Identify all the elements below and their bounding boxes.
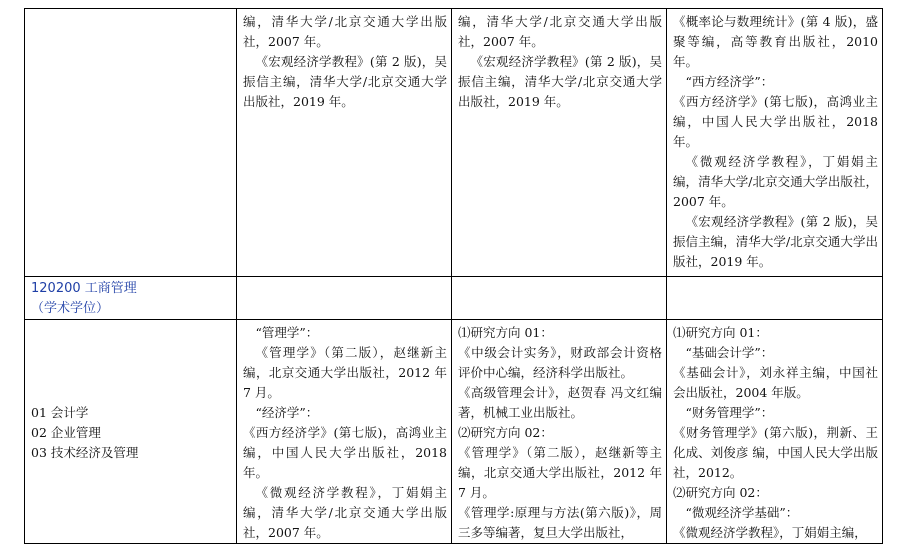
book-entry: 《西方经济学》(第七版)，高鸿业主编，中国人民大学出版社，2018 年。 — [673, 94, 878, 149]
book-entry: 《微观经济学教程》，丁娟娟主编，清华大学/北京交通大学出版社，2007 年。 — [673, 154, 878, 209]
extra-book-cell — [667, 9, 883, 277]
subject-heading: “基础会计学”： — [685, 345, 774, 360]
major-cell — [25, 9, 237, 277]
book-entry: 《微观经济学教程》，丁娟娟主编，清华大学/北京交通大学出版社，2007 年。 — [243, 485, 447, 540]
exam-book-cell — [237, 320, 452, 544]
direction-heading: ⑵研究方向 02： — [458, 425, 553, 440]
table-row — [25, 9, 883, 277]
book-entry: 《宏观经济学教程》(第 2 版)，吴振信主编，清华大学/北京交通大学出版社，2019 年。 — [243, 54, 447, 109]
book-entry: 编，清华大学/北京交通大学出版社，2007 年。 — [243, 14, 447, 49]
book-entry: 《宏观经济学教程》(第 2 版)，吴振信主编，清华大学/北京交通大学出版社，2019 年。 — [673, 214, 878, 269]
retest-book-cell — [452, 320, 667, 544]
table-row — [25, 320, 883, 544]
direction-heading: ⑴研究方向 01： — [673, 325, 768, 340]
retest-book-cell — [452, 9, 667, 277]
book-entry: 《管理学》（第二版），赵继新等主编，北京交通大学出版社，2012 年 7 月。 — [458, 445, 662, 500]
book-entry: 编，清华大学/北京交通大学出版社，2007 年。 — [458, 14, 662, 49]
book-entry: 《微观经济学教程》，丁娟娟主编， — [673, 525, 867, 540]
research-direction: 02 企业管理 — [31, 425, 101, 440]
subject-heading: “财务管理学”： — [685, 405, 774, 420]
exam-book-cell — [237, 9, 452, 277]
major-code-name: 120200 工商管理 — [31, 281, 137, 296]
exam-book-cell — [237, 277, 452, 320]
major-type: （学术学位） — [31, 301, 110, 316]
subject-heading: “西方经济学”： — [685, 74, 774, 89]
retest-book-cell — [452, 277, 667, 320]
subject-heading: “经济学”： — [255, 405, 319, 420]
direction-heading: ⑴研究方向 01： — [458, 325, 553, 340]
book-entry: 《宏观经济学教程》(第 2 版)，吴振信主编，清华大学/北京交通大学出版社，2019 年。 — [458, 54, 662, 109]
book-entry: 《管理学:原理与方法(第六版)》，周三多等编著，复旦大学出版社， — [458, 505, 662, 540]
research-direction: 03 技术经济及管理 — [31, 445, 139, 460]
book-entry: 《中级会计实务》，财政部会计资格评价中心编，经济科学出版社。 — [458, 345, 662, 380]
book-entry: 《高级管理会计》，赵贺春 冯文红编著，机械工业出版社。 — [458, 385, 662, 420]
direction-heading: ⑵研究方向 02： — [673, 485, 768, 500]
subject-heading: “管理学”： — [255, 325, 319, 340]
research-direction: 01 会计学 — [31, 405, 89, 420]
book-entry: 《管理学》（第二版），赵继新主编，北京交通大学出版社，2012 年 7 月。 — [243, 345, 447, 400]
book-entry: 《基础会计》，刘永祥主编，中国社会出版社，2004 年版。 — [673, 365, 878, 400]
major-cell — [25, 277, 237, 320]
subject-heading: “微观经济学基础”： — [685, 505, 799, 520]
catalog-table — [24, 8, 883, 544]
extra-book-cell — [667, 277, 883, 320]
book-entry: 《西方经济学》(第七版)，高鸿业主编，中国人民大学出版社，2018 年。 — [243, 425, 447, 480]
directions-cell — [25, 320, 237, 544]
extra-book-cell — [667, 320, 883, 544]
table-row — [25, 277, 883, 320]
book-entry: 《财务管理学》(第六版)，荆新、王化成、刘俊彦 编，中国人民大学出版社，2012。 — [673, 425, 878, 480]
book-entry: 《概率论与数理统计》(第 4 版)，盛聚等编，高等教育出版社，2010 年。 — [673, 14, 878, 69]
